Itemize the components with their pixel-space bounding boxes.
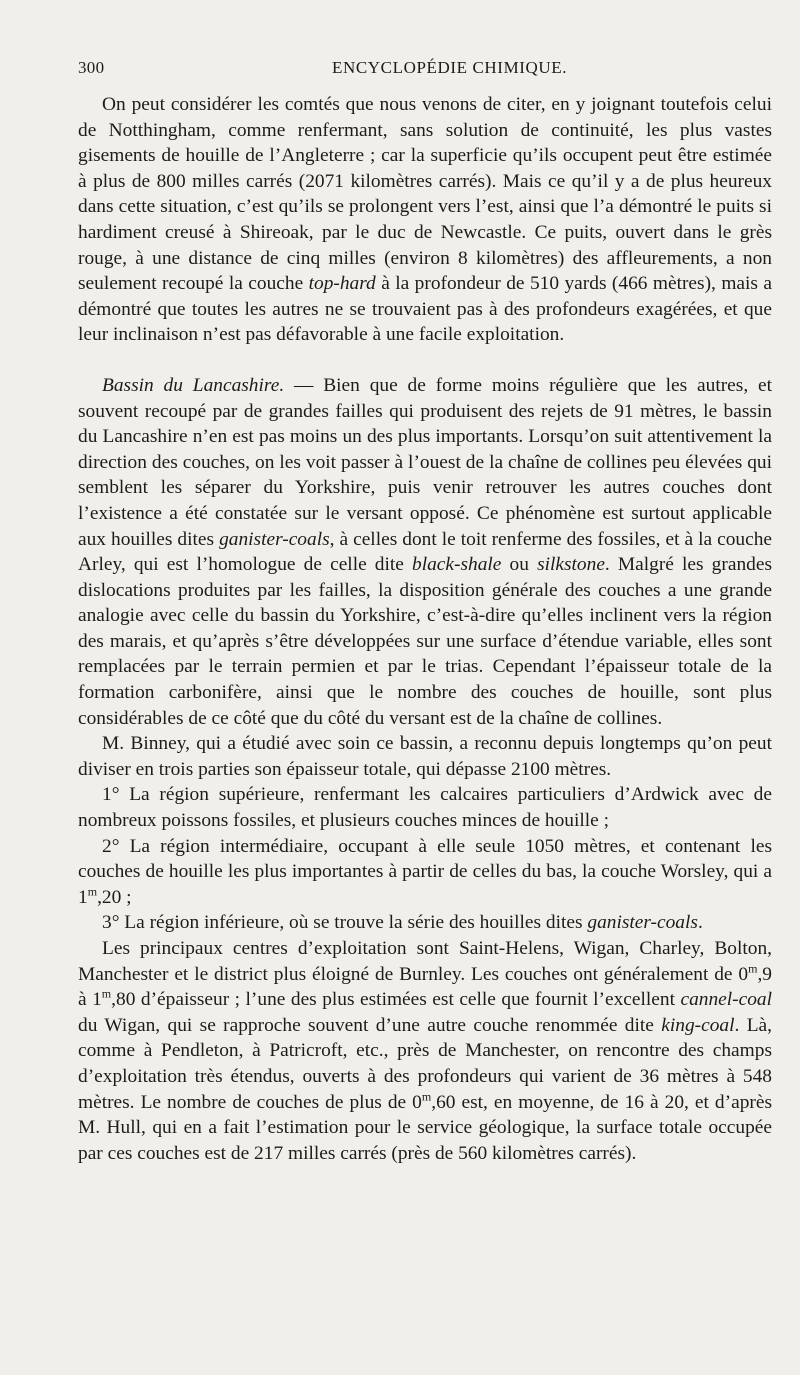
superscript: m <box>87 884 98 899</box>
page-body <box>78 92 772 1166</box>
text-run: ,60 est, en moyenne, de 16 à 20, et d’après M. Hull, qui en a fait l’estimation pour le service géologique, la surface totale occupée par ces couches est de 217 milles carrés (près de 560 kilomètres carrés). <box>78 1091 772 1164</box>
list-item-upper-region: 1° La région supérieure, renfermant les calcaires particuliers d’Ardwick avec de nombreux poissons fossiles, et plusieurs couches minces de houille ; <box>78 784 772 832</box>
italic-term: top-hard <box>308 273 376 295</box>
section-heading: Bassin du Lancashire. <box>102 374 285 396</box>
text-run: — Bien que de forme moins régulière que les autres, et souvent recoupé par de grandes failles qui produisent des rejets de 91 mètres, le bassin du Lancashire n’en est pas moins un des plus importants. Lorsqu’on suit attentivement la direction des couches, on les voit passer à l’ouest de la chaîne de collines peu élevées qui semblent les séparer du Yorkshire, puis venir retrouver les autres couches dont l’existence a été constatée sur le versant opposé. Ce phénomène est surtout applicable aux houilles dites <box>78 374 772 550</box>
text-run: ,9 à 1 <box>78 963 772 1011</box>
page-number: 300 <box>78 58 105 77</box>
text-run: 2° La région intermédiaire, occupant à elle seule 1050 mètres, et contenant les couches de houille les plus importantes à partir de celles du bas, la couche Worsley, qui a 1 <box>78 835 772 908</box>
italic-term: black-shale <box>412 554 502 576</box>
superscript: m <box>421 1089 432 1104</box>
italic-term: silkstone <box>537 554 605 576</box>
text-run: du Wigan, qui se rapproche souvent d’une autre couche renommée dite <box>78 1014 662 1036</box>
paragraph-binney: M. Binney, qui a étudié avec soin ce bassin, a reconnu depuis longtemps qu’on peut diviser en trois parties son épaisseur totale, qui dépasse 2100 mètres. <box>78 733 772 780</box>
paragraph-lancashire <box>78 373 772 731</box>
text-run: . <box>697 912 703 934</box>
text-run: ou <box>501 554 538 576</box>
text-run: ,20 ; <box>97 886 132 908</box>
text-run: à la profondeur de 510 yards (466 mètres), mais a démontré que toutes les autres ne se trouvaient pas à des profondeurs exagérées, et que leur inclinaison n’est pas défavorable à une facile exploitation. <box>78 273 772 346</box>
paragraph-nottingham <box>78 92 772 348</box>
text-run: On peut considérer les comtés que nous venons de citer, en y joignant toutefois celui de Notthingham, comme renfermant, sans solution de continuité, les plus vastes gisements de houille de l’Angleterre ; car la superficie qu’ils occupent peut être estimée à plus de 800 milles carrés (2071 kilomètres carrés). Mais ce qu’il y a de plus heureux dans cette situation, c’est qu’ils se prolongent vers l’est, ainsi que l’a démontré le puits si hardiment creusé à Shireoak, par le duc de Newcastle. Ce puits, ouvert dans le grès rouge, à une distance de cinq milles (environ 8 kilomètres) des affleurements, a non seulement recoupé la couche <box>78 94 772 295</box>
italic-term: ganister-coals <box>219 528 330 550</box>
text-run: . Là, comme à Pendleton, à Patricroft, etc., près de Manchester, on rencontre des champs d’exploitation très étendus, ouverts à des profondeurs qui varient de 36 mètres à 548 mètres. Le nombre de couches de plus de 0 <box>78 1014 772 1113</box>
italic-term: king-coal <box>661 1014 735 1036</box>
text-run: Les principaux centres d’exploitation sont Saint-Helens, Wigan, Charley, Bolton, Manchester et le district plus éloigné de Burnley. Les couches ont généralement de 0 <box>78 938 772 985</box>
text-run: , à celles dont le toit renferme des fossiles, et à la couche Arley, qui est l’homologue de celle dite <box>78 528 772 576</box>
page-header <box>78 58 772 84</box>
text-run: 3° La région inférieure, où se trouve la série des houilles dites <box>102 912 588 934</box>
text-run: ,80 d’épaisseur ; l’une des plus estimées est celle que fournit l’excellent <box>111 989 681 1011</box>
list-item-lower-region <box>78 910 772 936</box>
italic-term: cannel-coal <box>680 989 772 1011</box>
list-item-middle-region <box>78 834 772 911</box>
superscript: m <box>748 961 758 976</box>
running-title: ENCYCLOPÉDIE CHIMIQUE. <box>332 58 568 77</box>
paragraph-exploitation-centres <box>78 936 772 1166</box>
italic-term: ganister-coals <box>587 912 698 934</box>
text-run: . Malgré les grandes dislocations produites par les failles, la disposition générale des couches a une grande analogie avec celle du bassin du Yorkshire, c’est-à-dire qu’elles inclinent vers la région des marais, et qu’après s’être développées sur une surface d’étendue variable, elles sont remplacées par le terrain permien et par le trias. Cependant l’épaisseur totale de la formation carbonifère, ainsi que le nombre des couches de houille, sont plus considérables de ce côté que du côté du versant est de la chaîne de collines. <box>78 554 772 729</box>
superscript: m <box>101 986 112 1001</box>
